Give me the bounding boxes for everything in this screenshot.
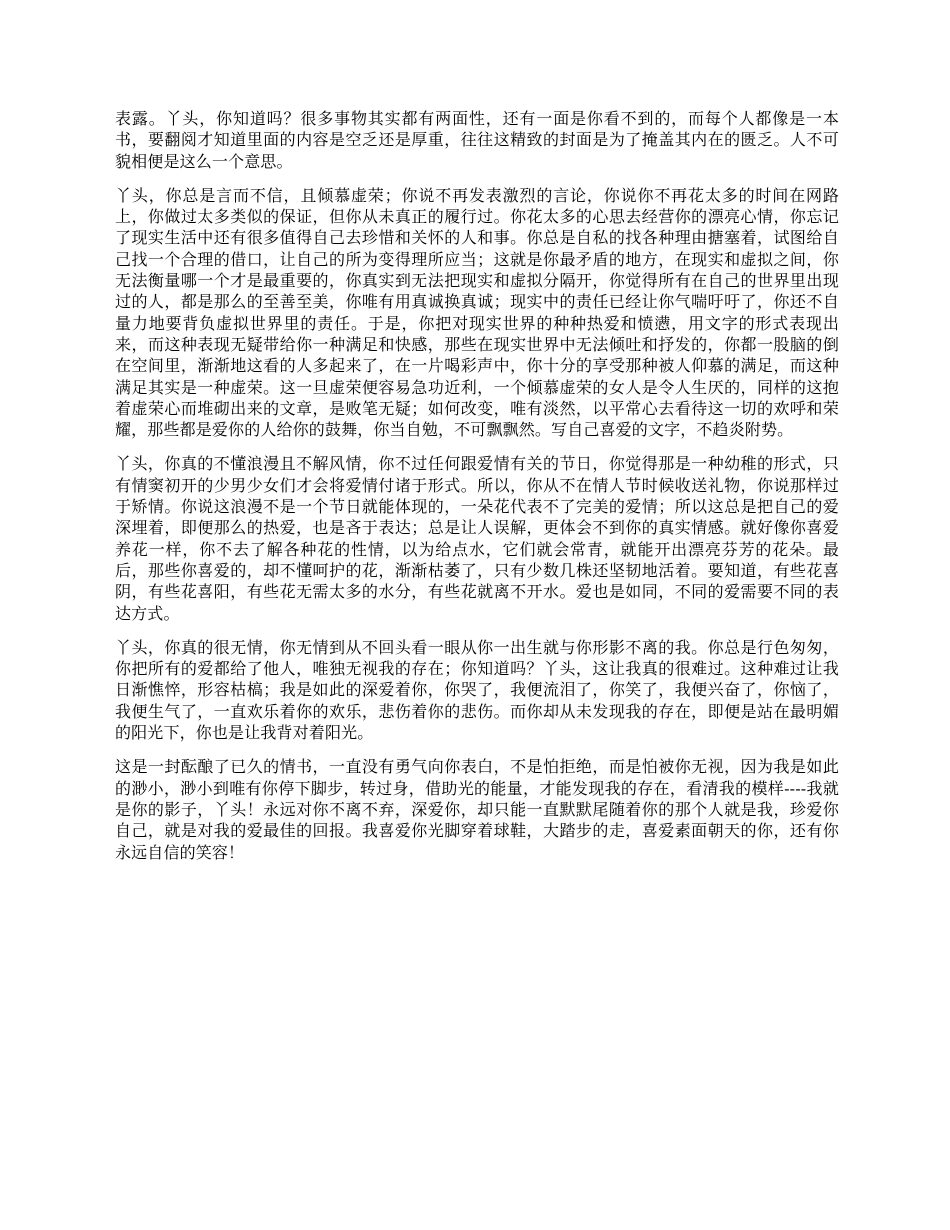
paragraph-2: 丫头，你总是言而不信，且倾慕虚荣；你说不再发表激烈的言论，你说你不再花太多的时间在网路上，你做过太多类似的保证，但你从未真正的履行过。你花太多的心思去经营你的漂亮心情，你忘记了现实生活中还有很多值得自己去珍惜和关怀的人和事。你总是自私的找各种理由搪塞着，试图给自己找一个合理的借口，让自己的所为变得理所应当；这就是你最矛盾的地方，在现实和虚拟之间，你无法衡量哪一个才是最重要的，你真实到无法把现实和虚拟分隔开，你觉得所有在自己的世界里出现过的人，都是那么的至善至美，你唯有用真诚换真诚；现实中的责任已经让你气喘吁吁了，你还不自量力地要背负虚拟世界里的责任。于是，你把对现实世界的种种热爱和愤懑，用文字的形式表现出来，而这种表现无疑带给你一种满足和快感，那些在现实世界中无法倾吐和抒发的，你都一股脑的倒在空间里，渐渐地这看的人多起来了，在一片喝彩声中，你十分的享受那种被人仰慕的满足，而这种满足其实是一种虚荣。这一旦虚荣便容易急功近利，一个倾慕虚荣的女人是令人生厌的，同样的这抱着虚荣心而堆砌出来的文章，是败笔无疑；如何改变，唯有淡然，以平常心去看待这一切的欢呼和荣耀，那些都是爱你的人给你的鼓舞，你当自勉，不可飘飘然。写自己喜爱的文字，不趋炎附势。 <box>115 185 839 440</box>
document-body <box>115 108 839 876</box>
paragraph-1: 表露。丫头，你知道吗？很多事物其实都有两面性，还有一面是你看不到的，而每个人都像是一本书，要翻阅才知道里面的内容是空乏还是厚重，往往这精致的封面是为了掩盖其内在的匮乏。人不可貌相便是这么一个意思。 <box>115 109 839 171</box>
paragraph-5: 这是一封酝酿了已久的情书，一直没有勇气向你表白，不是怕拒绝，而是怕被你无视，因为我是如此的渺小，渺小到唯有你停下脚步，转过身，借助光的能量，才能发现我的存在，看清我的模样----我就是你的影子，丫头！永远对你不离不弃，深爱你，却只能一直默默尾随着你的那个人就是我，珍爱你自己，就是对我的爱最佳的回报。我喜爱你光脚穿着球鞋，大踏步的走，喜爱素面朝天的你，还有你永远自信的笑容！ <box>115 757 839 862</box>
paragraph-3: 丫头，你真的不懂浪漫且不解风情，你不过任何跟爱情有关的节日，你觉得那是一种幼稚的形式，只有情窦初开的少男少女们才会将爱情付诸于形式。所以，你从不在情人节时候收送礼物，你说那样过于矫情。你说这浪漫不是一个节日就能体现的，一朵花代表不了完美的爱情；所以这总是把自己的爱深埋着，即便那么的热爱，也是吝于表达；总是让人误解，更体会不到你的真实情感。就好像你喜爱养花一样，你不去了解各种花的性情，以为给点水，它们就会常青，就能开出漂亮芬芳的花朵。最后，那些你喜爱的，却不懂呵护的花，渐渐枯萎了，只有少数几株还坚韧地活着。要知道，有些花喜阴，有些花喜阳，有些花无需太多的水分，有些花就离不开水。爱也是如同，不同的爱需要不同的表达方式。 <box>115 454 839 623</box>
paragraph-4: 丫头，你真的很无情，你无情到从不回头看一眼从你一出生就与你形影不离的我。你总是行色匆匆，你把所有的爱都给了他人，唯独无视我的存在；你知道吗？丫头，这让我真的很难过。这种难过让我日渐憔悴，形容枯槁；我是如此的深爱着你，你哭了，我便流泪了，你笑了，我便兴奋了，你恼了，我便生气了，一直欢乐着你的欢乐，悲伤着你的悲伤。而你却从未发现我的存在，即便是站在最明媚的阳光下，你也是让我背对着阳光。 <box>115 637 839 743</box>
